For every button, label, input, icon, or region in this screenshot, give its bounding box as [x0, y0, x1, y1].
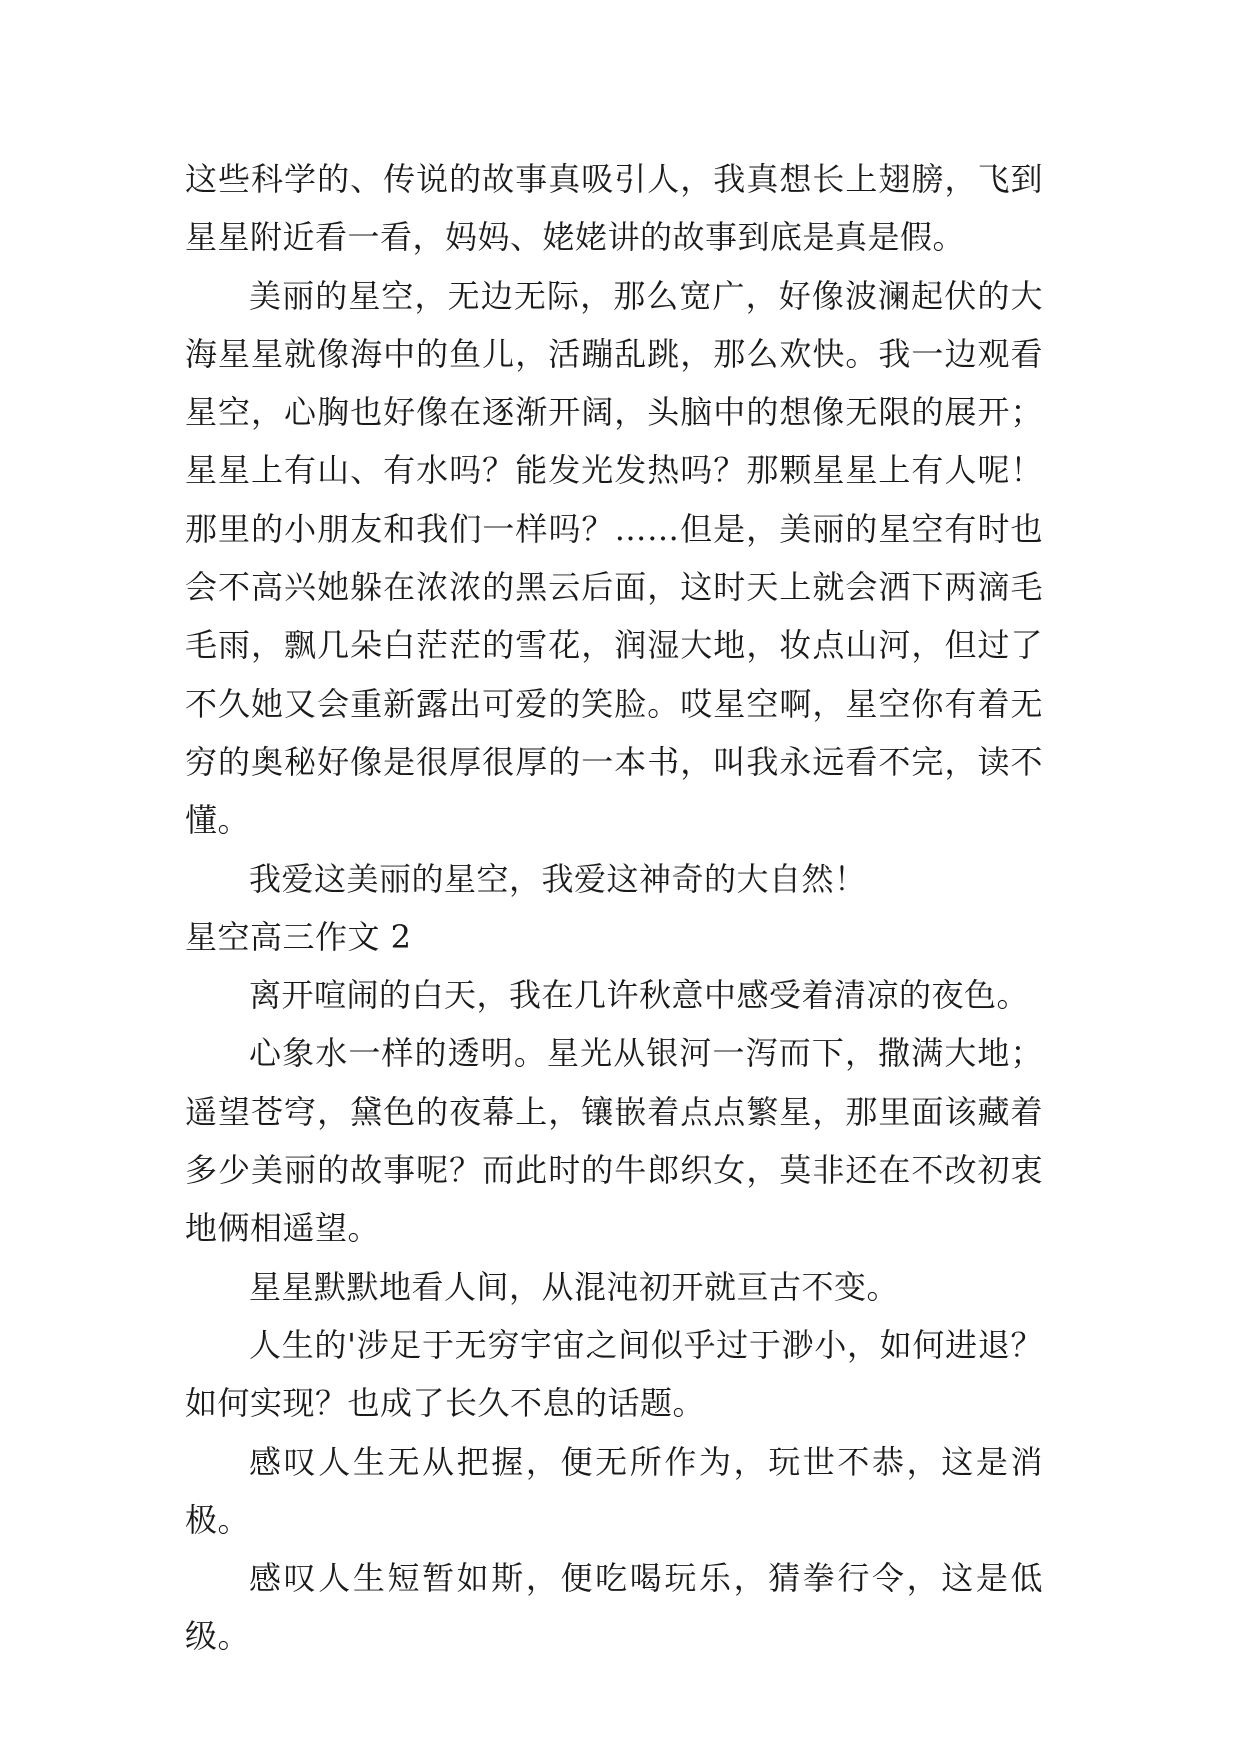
essay-paragraph: 美丽的星空，无边无际，那么宽广，好像波澜起伏的大海星星就像海中的鱼儿，活蹦乱跳，那么欢快。我一边观看星空，心胸也好像在逐渐开阔，头脑中的想像无限的展开；星星上有山、有水吗？能发光发热吗？那颗星星上有人呢！那里的小朋友和我们一样吗？……但是，美丽的星空有时也会不高兴她躲在浓浓的黑云后面，这时天上就会洒下两滴毛毛雨，飘几朵白茫茫的雪花，润湿大地，妆点山河，但过了不久她又会重新露出可爱的笑脸。哎星空啊，星空你有着无穷的奥秘好像是很厚很厚的一本书，叫我永远看不完，读不懂。 — [185, 276, 1043, 840]
essay-paragraph: 离开喧闹的白天，我在几许秋意中感受着清凉的夜色。 — [249, 976, 1030, 1015]
essay-paragraph: 人生的'涉足于无穷宇宙之间似乎过于渺小，如何进退？如何实现？也成了长久不息的话题。 — [185, 1325, 1043, 1423]
essay-text-block — [185, 150, 1043, 1666]
essay-paragraph: 感叹人生无从把握，便无所作为，玩世不恭，这是消极。 — [185, 1442, 1043, 1539]
essay-paragraph: 我爱这美丽的星空，我爱这神奇的大自然！ — [249, 859, 867, 898]
section-heading: 星空高三作文 2 — [185, 917, 412, 956]
essay-paragraph: 心象水一样的透明。星光从银河一泻而下，撒满大地；遥望苍穹，黛色的夜幕上，镶嵌着点点繁星，那里面该藏着多少美丽的故事呢？而此时的牛郎织女，莫非还在不改初衷地俩相遥望。 — [185, 1034, 1043, 1248]
essay-paragraph: 感叹人生短暂如斯，便吃喝玩乐，猜拳行令，这是低级。 — [185, 1559, 1043, 1656]
essay-paragraph: 这些科学的、传说的故事真吸引人，我真想长上翅膀，飞到星星附近看一看，妈妈、姥姥讲的故事到底是真是假。 — [185, 160, 1043, 257]
essay-paragraph: 星星默默地看人间，从混沌初开就亘古不变。 — [249, 1267, 900, 1306]
